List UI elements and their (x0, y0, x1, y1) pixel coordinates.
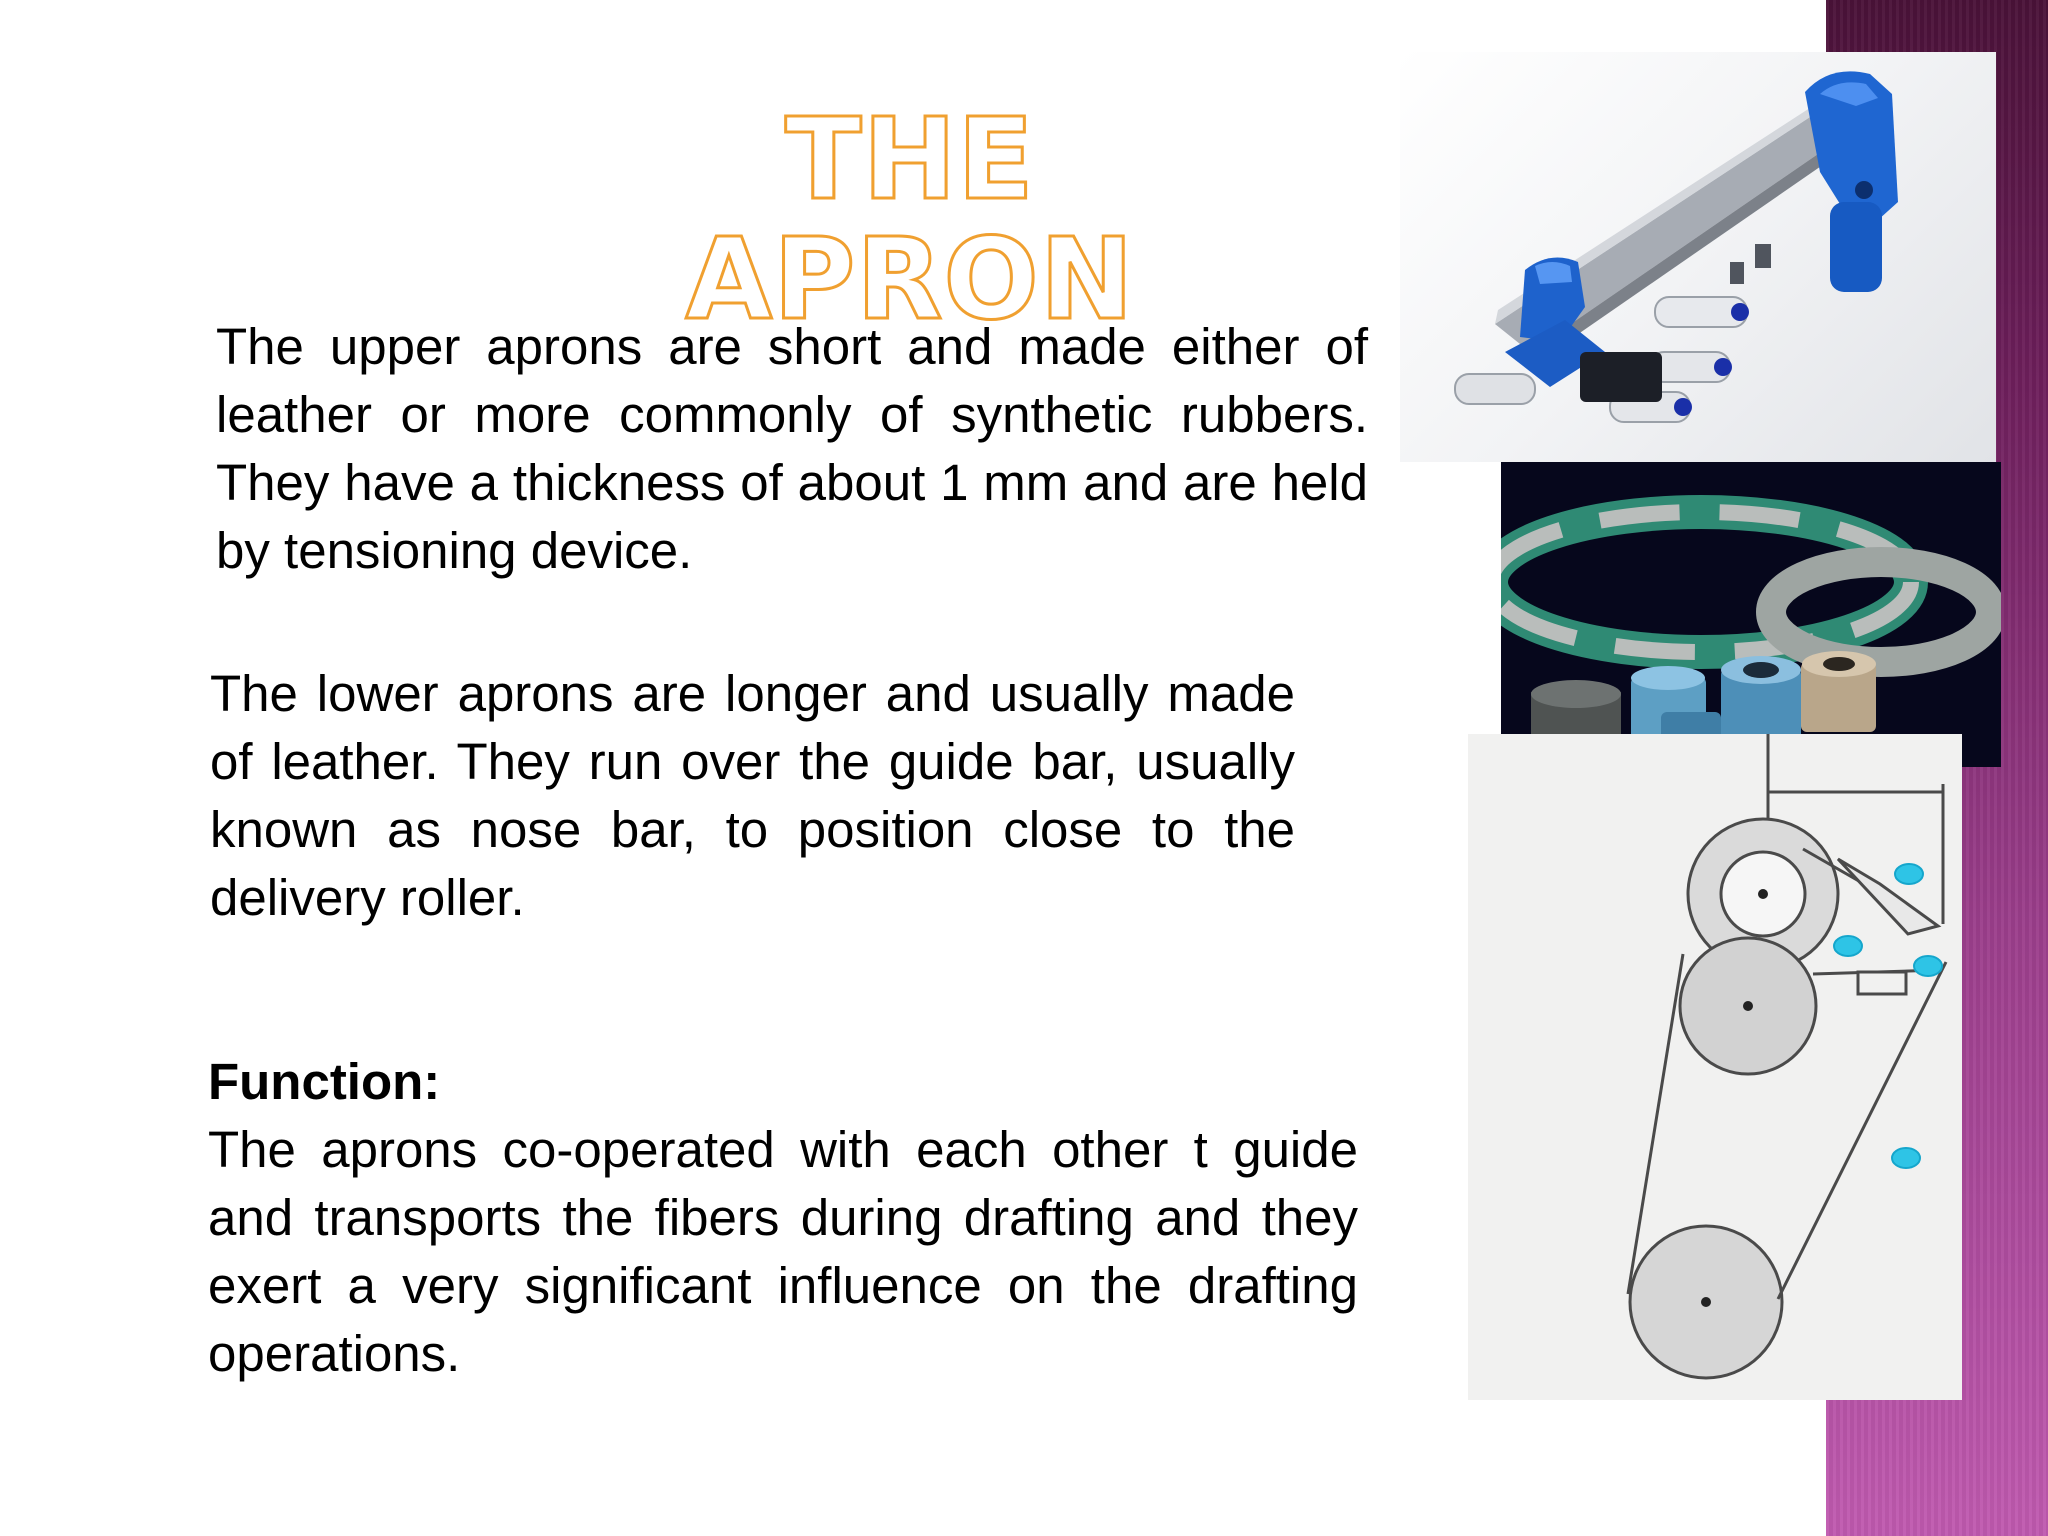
apron-belts-photo (1501, 462, 2001, 767)
function-heading: Function: (208, 1053, 441, 1110)
apron-drafting-diagram (1468, 734, 1962, 1400)
upper-aprons-paragraph: The upper aprons are short and made either of leather or more commonly of synthetic rubbers. They have a thickness of about 1 mm and are held by tensioning device. (216, 318, 1368, 579)
function-paragraph: The aprons co-operated with each other t guide and transports the fibers during drafting and they exert a very significant influence on the drafting operations. (208, 1121, 1358, 1382)
lower-aprons-paragraph: The lower aprons are longer and usually made of leather. They run over the guide bar, usually known as nose bar, to position close to the delivery roller. (210, 665, 1295, 926)
slide-title: THE APRON (620, 100, 1200, 220)
drafting-top-arm-photo (1400, 52, 1996, 462)
